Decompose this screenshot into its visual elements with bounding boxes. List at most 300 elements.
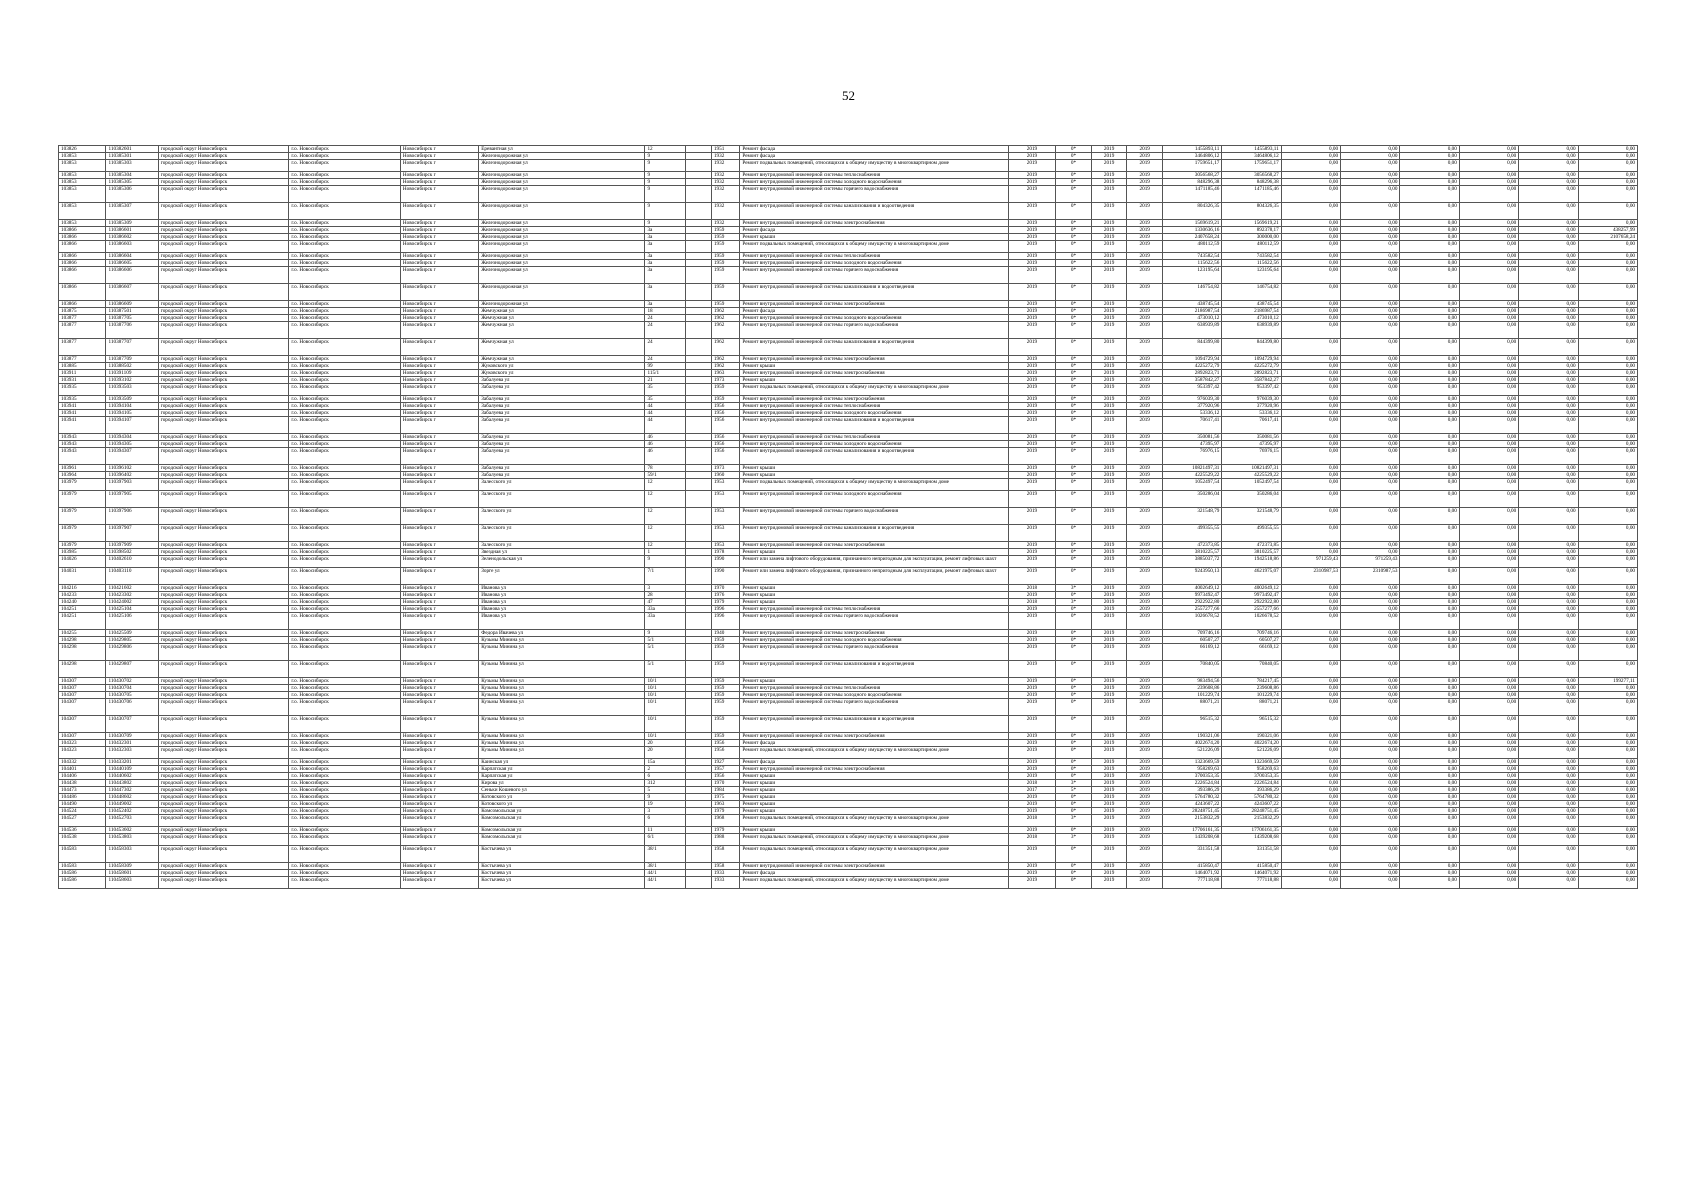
cell-municipality: городской округ Новосибирск <box>158 153 289 160</box>
cell-building <box>685 699 711 716</box>
cell-urban-district: г.о. Новосибирск <box>289 780 401 787</box>
cell-source-2: 0,00 <box>1341 846 1400 863</box>
cell-total-cost: 2557277,66 <box>1163 606 1222 613</box>
cell-end-year: 2019 <box>1127 410 1163 417</box>
cell-settlement: Новосибирск г <box>400 315 478 322</box>
cell-work-type: Ремонт крыши <box>740 363 1008 370</box>
cell-house-number: 20 <box>645 747 685 759</box>
cell-start-year: 2019 <box>1091 592 1127 599</box>
cell-build-year: 1979 <box>711 827 739 834</box>
cell-fund-cost: 115622,56 <box>1222 260 1281 267</box>
cell-source-4: 0,00 <box>1459 153 1518 160</box>
cell-source-4: 0,00 <box>1459 227 1518 234</box>
cell-start-year: 2019 <box>1091 260 1127 267</box>
cell-source-6: 0,00 <box>1578 370 1637 377</box>
cell-building <box>685 801 711 808</box>
cell-total-cost: 958269,63 <box>1163 766 1222 773</box>
cell-settlement: Новосибирск г <box>400 434 478 441</box>
cell-plan-year: 2019 <box>1008 322 1055 339</box>
cell-house-number: 6 <box>645 815 685 827</box>
cell-source-6: 0,00 <box>1578 377 1637 384</box>
cell-source-4: 0,00 <box>1459 322 1518 339</box>
cell-record-id: 104298 <box>59 637 106 644</box>
cell-source-2: 0,00 <box>1341 613 1400 630</box>
cell-house-number: 2 <box>645 766 685 773</box>
table-row <box>59 370 1638 377</box>
cell-source-3: 0,00 <box>1400 396 1459 403</box>
cell-settlement: Новосибирск г <box>400 685 478 692</box>
cell-settlement: Новосибирск г <box>400 234 478 241</box>
cell-fund-cost: 88071,21 <box>1222 699 1281 716</box>
cell-fund-cost: 2186987,54 <box>1222 308 1281 315</box>
cell-source-4: 0,00 <box>1459 542 1518 549</box>
cell-source-1: 0,00 <box>1281 808 1340 815</box>
cell-settlement: Новосибирск г <box>400 834 478 846</box>
cell-end-year: 2019 <box>1127 234 1163 241</box>
cell-house-number: 24 <box>645 356 685 363</box>
cell-start-year: 2019 <box>1091 465 1127 472</box>
cell-fund-cost: 1464071,92 <box>1222 870 1281 877</box>
cell-plan-year: 2019 <box>1008 542 1055 549</box>
cell-source-2: 0,00 <box>1341 794 1400 801</box>
cell-street: Железнодорожная ул <box>479 172 645 179</box>
cell-start-year: 2019 <box>1091 685 1127 692</box>
cell-settlement: Новосибирск г <box>400 241 478 253</box>
cell-settlement: Новосибирск г <box>400 549 478 556</box>
cell-fund-cost: 321548,79 <box>1222 508 1281 525</box>
cell-build-year: 1959 <box>711 396 739 403</box>
cell-source-6: 0,00 <box>1578 766 1637 773</box>
cell-source-2: 0,00 <box>1341 253 1400 260</box>
cell-plan-year: 2019 <box>1008 678 1055 685</box>
cell-building <box>685 716 711 733</box>
cell-build-year: 1973 <box>711 465 739 472</box>
cell-source-4: 0,00 <box>1459 787 1518 794</box>
cell-building <box>685 827 711 834</box>
cell-start-year: 2019 <box>1091 549 1127 556</box>
cell-source-3: 0,00 <box>1400 267 1459 284</box>
cell-plan-year: 2019 <box>1008 699 1055 716</box>
cell-settlement: Новосибирск г <box>400 740 478 747</box>
cell-fund-cost: 66169,12 <box>1222 644 1281 661</box>
cell-work-type: Ремонт внутридомовой инженерной системы холодного водоснабжения <box>740 260 1008 267</box>
cell-source-4: 0,00 <box>1459 834 1518 846</box>
cell-street: Кузьмы Минина ул <box>479 678 645 685</box>
cell-source-4: 0,00 <box>1459 315 1518 322</box>
cell-municipality: городской округ Новосибирск <box>158 606 289 613</box>
cell-building <box>685 808 711 815</box>
cell-source-1: 0,00 <box>1281 377 1340 384</box>
cell-source-5: 0,00 <box>1519 834 1578 846</box>
cell-settlement: Новосибирск г <box>400 592 478 599</box>
cell-house-number: 5/1 <box>645 661 685 678</box>
cell-source-5: 0,00 <box>1519 525 1578 542</box>
cell-record-id: 104583 <box>59 863 106 870</box>
cell-fund-cost: 844399,80 <box>1222 339 1281 356</box>
cell-source-1: 0,00 <box>1281 661 1340 678</box>
cell-source-3: 0,00 <box>1400 284 1459 301</box>
cell-source-5: 0,00 <box>1519 253 1578 260</box>
table-row <box>59 479 1638 491</box>
cell-work-type: Ремонт крыши <box>740 808 1008 815</box>
cell-settlement: Новосибирск г <box>400 308 478 315</box>
cell-work-type: Ремонт подвальных помещений, относящихся к общему имуществу в многоквартирном доме <box>740 241 1008 253</box>
cell-source-5: 0,00 <box>1519 794 1578 801</box>
cell-municipality: городской округ Новосибирск <box>158 472 289 479</box>
cell-work-code: 110429807 <box>106 661 158 678</box>
cell-street: Сеньки Кошевого ул <box>479 787 645 794</box>
cell-end-year: 2019 <box>1127 441 1163 448</box>
cell-source-6: 0,00 <box>1578 301 1637 308</box>
cell-street: Железнодорожная ул <box>479 260 645 267</box>
cell-total-cost: 976039,30 <box>1163 396 1222 403</box>
cell-fund-cost: 2557277,66 <box>1222 606 1281 613</box>
cell-start-year: 2019 <box>1091 787 1127 794</box>
cell-street: Кузьмы Минина ул <box>479 716 645 733</box>
cell-source-2: 0,00 <box>1341 322 1400 339</box>
cell-end-year: 2019 <box>1127 740 1163 747</box>
cell-source-6: 0,00 <box>1578 267 1637 284</box>
cell-source-3: 0,00 <box>1400 733 1459 740</box>
cell-building <box>685 396 711 403</box>
cell-building <box>685 370 711 377</box>
cell-build-year: 1959 <box>711 661 739 678</box>
cell-end-year: 2019 <box>1127 759 1163 766</box>
cell-fund-cost: 76976,15 <box>1222 448 1281 465</box>
cell-total-cost: 3700353,35 <box>1163 773 1222 780</box>
cell-source-5: 0,00 <box>1519 870 1578 877</box>
cell-build-year: 1953 <box>711 491 739 508</box>
cell-status: 0* <box>1056 315 1092 322</box>
cell-record-id: 104298 <box>59 661 106 678</box>
cell-house-number: 9 <box>645 179 685 186</box>
cell-record-id: 104586 <box>59 877 106 889</box>
cell-fund-cost: 480112,59 <box>1222 241 1281 253</box>
cell-urban-district: г.о. Новосибирск <box>289 525 401 542</box>
cell-urban-district: г.о. Новосибирск <box>289 234 401 241</box>
cell-work-code: 110453602 <box>106 827 158 834</box>
cell-source-3: 0,00 <box>1400 417 1459 434</box>
cell-start-year: 2019 <box>1091 815 1127 827</box>
cell-end-year: 2019 <box>1127 179 1163 186</box>
cell-fund-cost: 96515,32 <box>1222 716 1281 733</box>
cell-source-2: 0,00 <box>1341 308 1400 315</box>
cell-municipality: городской округ Новосибирск <box>158 766 289 773</box>
cell-end-year: 2019 <box>1127 568 1163 585</box>
cell-source-4: 0,00 <box>1459 613 1518 630</box>
cell-source-3: 0,00 <box>1400 592 1459 599</box>
cell-urban-district: г.о. Новосибирск <box>289 808 401 815</box>
cell-work-code: 110424002 <box>106 599 158 606</box>
cell-source-4: 0,00 <box>1459 766 1518 773</box>
table-row <box>59 203 1638 220</box>
cell-street: Железнодорожная ул <box>479 241 645 253</box>
cell-plan-year: 2019 <box>1008 685 1055 692</box>
cell-plan-year: 2018 <box>1008 834 1055 846</box>
cell-start-year: 2019 <box>1091 780 1127 787</box>
cell-plan-year: 2019 <box>1008 465 1055 472</box>
cell-status: 0* <box>1056 699 1092 716</box>
cell-status: 0* <box>1056 644 1092 661</box>
cell-settlement: Новосибирск г <box>400 678 478 685</box>
cell-start-year: 2019 <box>1091 699 1127 716</box>
cell-street: Забалуева ул <box>479 434 645 441</box>
cell-end-year: 2019 <box>1127 613 1163 630</box>
cell-source-4: 0,00 <box>1459 599 1518 606</box>
cell-work-code: 110397903 <box>106 479 158 491</box>
cell-work-type: Ремонт внутридомовой инженерной системы теплоснабжения <box>740 434 1008 441</box>
cell-fund-cost: 521226,09 <box>1222 747 1281 759</box>
table-row <box>59 740 1638 747</box>
cell-source-1: 0,00 <box>1281 699 1340 716</box>
cell-urban-district: г.о. Новосибирск <box>289 396 401 403</box>
cell-fund-cost: 47395,97 <box>1222 441 1281 448</box>
cell-source-5: 0,00 <box>1519 356 1578 363</box>
cell-total-cost: 2153832,29 <box>1163 815 1222 827</box>
cell-source-4: 0,00 <box>1459 448 1518 465</box>
cell-work-type: Ремонт внутридомовой инженерной системы горячего водоснабжения <box>740 613 1008 630</box>
cell-building <box>685 863 711 870</box>
cell-source-6: 0,00 <box>1578 508 1637 525</box>
cell-record-id: 104583 <box>59 846 106 863</box>
cell-source-1: 0,00 <box>1281 241 1340 253</box>
cell-start-year: 2019 <box>1091 759 1127 766</box>
cell-start-year: 2019 <box>1091 315 1127 322</box>
cell-house-number: 28 <box>645 592 685 599</box>
cell-fund-cost: 5764780,32 <box>1222 794 1281 801</box>
cell-source-2: 0,00 <box>1341 542 1400 549</box>
cell-source-3: 0,00 <box>1400 315 1459 322</box>
table-row <box>59 815 1638 827</box>
cell-status: 0* <box>1056 370 1092 377</box>
cell-municipality: городской округ Новосибирск <box>158 370 289 377</box>
cell-build-year: 1953 <box>711 508 739 525</box>
cell-start-year: 2019 <box>1091 448 1127 465</box>
cell-fund-cost: 438745,54 <box>1222 301 1281 308</box>
cell-source-6: 0,00 <box>1578 747 1637 759</box>
cell-source-4: 0,00 <box>1459 606 1518 613</box>
cell-status: 0* <box>1056 773 1092 780</box>
cell-source-2: 0,00 <box>1341 525 1400 542</box>
cell-urban-district: г.о. Новосибирск <box>289 549 401 556</box>
cell-build-year: 1959 <box>711 241 739 253</box>
cell-settlement: Новосибирск г <box>400 339 478 356</box>
cell-fund-cost: 892378,17 <box>1222 227 1281 234</box>
cell-work-type: Ремонт подвальных помещений, относящихся к общему имуществу в многоквартирном доме <box>740 877 1008 889</box>
cell-source-6: 0,00 <box>1578 479 1637 491</box>
cell-source-4: 0,00 <box>1459 203 1518 220</box>
cell-source-4: 0,00 <box>1459 410 1518 417</box>
cell-source-1: 0,00 <box>1281 403 1340 410</box>
cell-work-code: 110396102 <box>106 465 158 472</box>
cell-source-1: 0,00 <box>1281 434 1340 441</box>
cell-source-3: 0,00 <box>1400 160 1459 172</box>
cell-status: 0* <box>1056 685 1092 692</box>
cell-source-5: 0,00 <box>1519 370 1578 377</box>
cell-start-year: 2019 <box>1091 434 1127 441</box>
cell-building <box>685 284 711 301</box>
cell-source-1: 0,00 <box>1281 220 1340 227</box>
cell-settlement: Новосибирск г <box>400 384 478 396</box>
cell-build-year: 1959 <box>711 699 739 716</box>
cell-street: Костычева ул <box>479 870 645 877</box>
cell-build-year: 1956 <box>711 448 739 465</box>
table-row <box>59 733 1638 740</box>
cell-start-year: 2019 <box>1091 363 1127 370</box>
cell-house-number: 15а <box>645 759 685 766</box>
cell-plan-year: 2018 <box>1008 780 1055 787</box>
cell-source-6: 0,00 <box>1578 592 1637 599</box>
cell-urban-district: г.о. Новосибирск <box>289 308 401 315</box>
cell-work-code: 110433201 <box>106 759 158 766</box>
cell-end-year: 2019 <box>1127 699 1163 716</box>
cell-urban-district: г.о. Новосибирск <box>289 417 401 434</box>
cell-work-type: Ремонт внутридомовой инженерной системы теплоснабжения <box>740 685 1008 692</box>
cell-start-year: 2019 <box>1091 733 1127 740</box>
cell-record-id: 104536 <box>59 827 106 834</box>
cell-start-year: 2019 <box>1091 692 1127 699</box>
cell-start-year: 2019 <box>1091 441 1127 448</box>
cell-house-number: 46 <box>645 448 685 465</box>
cell-fund-cost: 190321,06 <box>1222 733 1281 740</box>
cell-build-year: 1959 <box>711 260 739 267</box>
cell-source-3: 0,00 <box>1400 773 1459 780</box>
cell-source-6: 0,00 <box>1578 542 1637 549</box>
cell-street: Жемчужная ул <box>479 339 645 356</box>
cell-source-6: 0,00 <box>1578 448 1637 465</box>
cell-settlement: Новосибирск г <box>400 773 478 780</box>
cell-source-3: 0,00 <box>1400 363 1459 370</box>
cell-end-year: 2019 <box>1127 417 1163 434</box>
cell-street: Иванова ул <box>479 592 645 599</box>
cell-urban-district: г.о. Новосибирск <box>289 787 401 794</box>
cell-house-number: 5 <box>645 787 685 794</box>
cell-municipality: городской округ Новосибирск <box>158 733 289 740</box>
cell-settlement: Новосибирск г <box>400 525 478 542</box>
cell-source-3: 0,00 <box>1400 787 1459 794</box>
cell-build-year: 1959 <box>711 716 739 733</box>
cell-source-3: 0,00 <box>1400 441 1459 448</box>
cell-total-cost: 472373,85 <box>1163 542 1222 549</box>
cell-record-id: 104401 <box>59 766 106 773</box>
cell-status: 0* <box>1056 549 1092 556</box>
table-row <box>59 644 1638 661</box>
cell-source-3: 0,00 <box>1400 685 1459 692</box>
cell-record-id: 103853 <box>59 203 106 220</box>
cell-total-cost: 393386,29 <box>1163 787 1222 794</box>
cell-build-year: 1956 <box>711 773 739 780</box>
cell-building <box>685 747 711 759</box>
cell-status: 0* <box>1056 630 1092 637</box>
cell-source-1: 0,00 <box>1281 472 1340 479</box>
cell-status: 0* <box>1056 877 1092 889</box>
cell-start-year: 2019 <box>1091 773 1127 780</box>
cell-street: Железнодорожная ул <box>479 267 645 284</box>
cell-end-year: 2019 <box>1127 339 1163 356</box>
cell-municipality: городской округ Новосибирск <box>158 396 289 403</box>
cell-house-number: 10/1 <box>645 699 685 716</box>
cell-source-2: 0,00 <box>1341 747 1400 759</box>
cell-source-2: 0,00 <box>1341 384 1400 396</box>
cell-start-year: 2019 <box>1091 403 1127 410</box>
cell-end-year: 2019 <box>1127 685 1163 692</box>
cell-source-5: 0,00 <box>1519 227 1578 234</box>
cell-source-1: 0,00 <box>1281 747 1340 759</box>
cell-source-2: 0,00 <box>1341 339 1400 356</box>
cell-end-year: 2019 <box>1127 549 1163 556</box>
cell-record-id: 103979 <box>59 479 106 491</box>
cell-plan-year: 2019 <box>1008 234 1055 241</box>
cell-source-3: 0,00 <box>1400 794 1459 801</box>
table-row <box>59 637 1638 644</box>
cell-source-6: 0,00 <box>1578 870 1637 877</box>
cell-source-1: 0,00 <box>1281 479 1340 491</box>
cell-source-6: 0,00 <box>1578 808 1637 815</box>
cell-fund-cost: 473010,12 <box>1222 315 1281 322</box>
cell-source-4: 0,00 <box>1459 434 1518 441</box>
cell-municipality: городской округ Новосибирск <box>158 870 289 877</box>
cell-urban-district: г.о. Новосибирск <box>289 716 401 733</box>
cell-total-cost: 3885037,72 <box>1163 556 1222 568</box>
cell-start-year: 2019 <box>1091 370 1127 377</box>
cell-source-4: 0,00 <box>1459 815 1518 827</box>
cell-status: 0* <box>1056 417 1092 434</box>
cell-settlement: Новосибирск г <box>400 863 478 870</box>
cell-source-2: 0,00 <box>1341 491 1400 508</box>
cell-source-4: 0,00 <box>1459 241 1518 253</box>
cell-status: 0* <box>1056 542 1092 549</box>
cell-street: Забалуева ул <box>479 384 645 396</box>
cell-work-type: Ремонт крыши <box>740 592 1008 599</box>
cell-street: Иванова ул <box>479 599 645 606</box>
cell-building <box>685 241 711 253</box>
cell-record-id: 103943 <box>59 448 106 465</box>
cell-source-5: 0,00 <box>1519 613 1578 630</box>
cell-work-code: 110386605 <box>106 260 158 267</box>
cell-house-number: 3а <box>645 284 685 301</box>
cell-work-code: 110430702 <box>106 678 158 685</box>
cell-source-5: 0,00 <box>1519 740 1578 747</box>
cell-source-4: 0,00 <box>1459 363 1518 370</box>
cell-urban-district: г.о. Новосибирск <box>289 834 401 846</box>
cell-plan-year: 2019 <box>1008 479 1055 491</box>
cell-source-1: 0,00 <box>1281 363 1340 370</box>
cell-fund-cost: 2892823,71 <box>1222 370 1281 377</box>
cell-building <box>685 253 711 260</box>
table-row <box>59 396 1638 403</box>
cell-street: Железнодорожная ул <box>479 227 645 234</box>
cell-start-year: 2019 <box>1091 877 1127 889</box>
cell-work-type: Ремонт фасада <box>740 153 1008 160</box>
cell-start-year: 2019 <box>1091 160 1127 172</box>
cell-end-year: 2019 <box>1127 747 1163 759</box>
cell-end-year: 2019 <box>1127 733 1163 740</box>
cell-municipality: городской округ Новосибирск <box>158 284 289 301</box>
cell-total-cost: 1439208,68 <box>1163 834 1222 846</box>
cell-start-year: 2019 <box>1091 766 1127 773</box>
cell-source-1: 0,00 <box>1281 227 1340 234</box>
cell-settlement: Новосибирск г <box>400 441 478 448</box>
cell-source-2: 0,00 <box>1341 508 1400 525</box>
cell-record-id: 103866 <box>59 241 106 253</box>
cell-settlement: Новосибирск г <box>400 465 478 472</box>
cell-source-6: 0,00 <box>1578 384 1637 396</box>
cell-build-year: 1933 <box>711 870 739 877</box>
cell-record-id: 103943 <box>59 441 106 448</box>
cell-source-6: 0,00 <box>1578 253 1637 260</box>
cell-building <box>685 870 711 877</box>
cell-municipality: городской округ Новосибирск <box>158 267 289 284</box>
